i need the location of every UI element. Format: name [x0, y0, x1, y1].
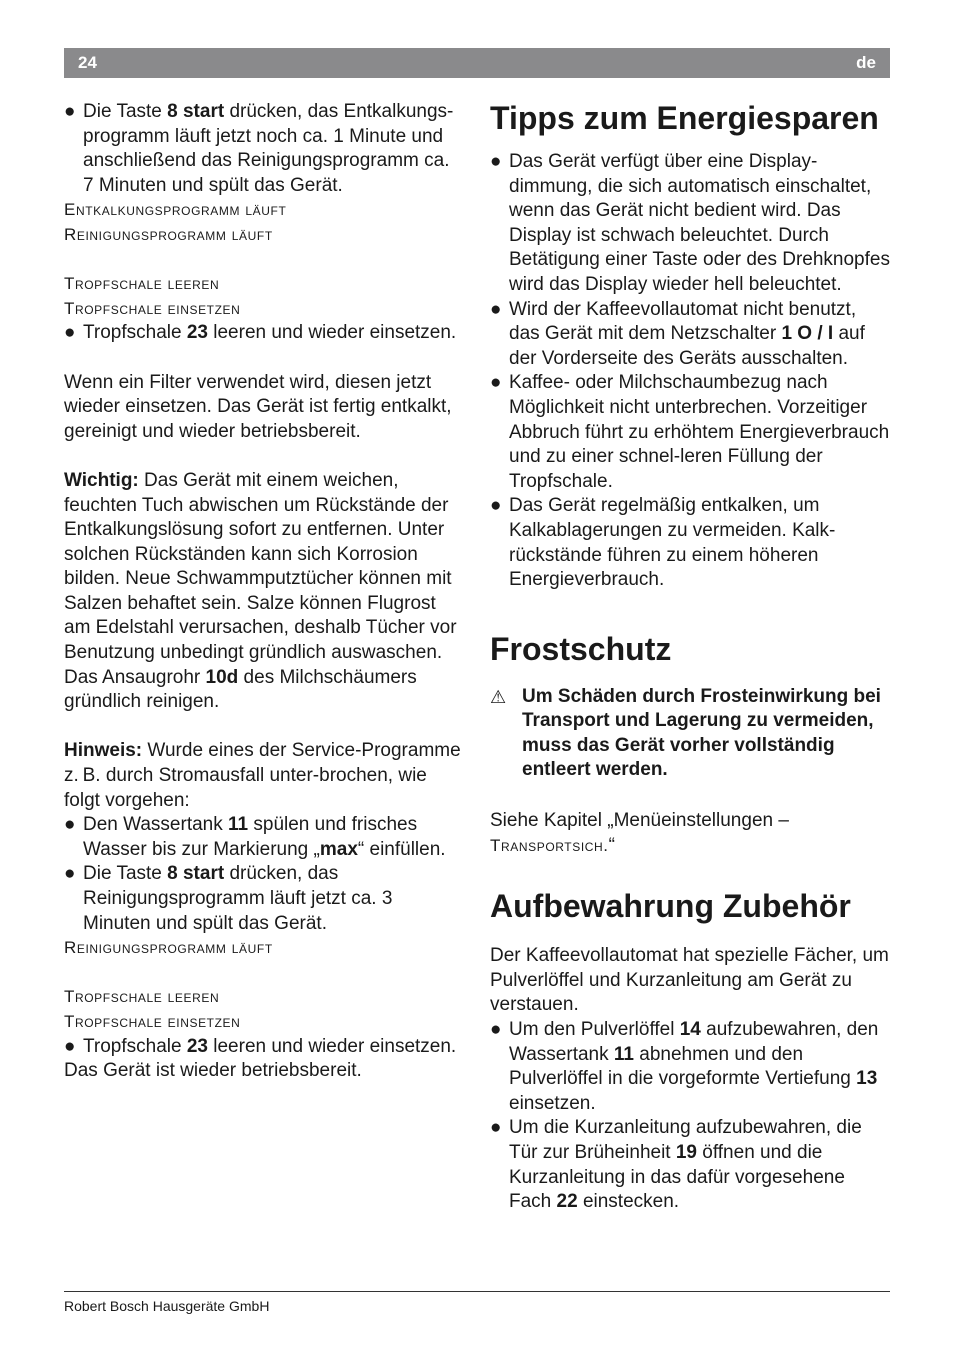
footer-divider: [64, 1291, 890, 1292]
display-message: Reinigungsprogramm läuft: [64, 938, 273, 958]
heading-storage: Aufbewahrung Zubehör: [490, 888, 851, 925]
language-code: de: [856, 53, 876, 72]
paragraph-storage: Der Kaffeevollautomat hat spezielle Fächer, um Pulverlöffel und Kurzanleitung am Gerät zu verstauen.: [490, 945, 889, 1016]
bullet-icon: ●: [64, 814, 76, 836]
display-message: Tropfschale leeren: [64, 987, 220, 1007]
bullet-icon: ●: [490, 1117, 502, 1139]
page-header-bar: [64, 48, 890, 78]
bullet-icon: ●: [490, 372, 502, 394]
display-message: Tropfschale einsetzen: [64, 1011, 241, 1031]
footer-company: Robert Bosch Hausgeräte GmbH: [64, 1298, 270, 1314]
list-item: ● Den Wassertank 11 spülen und frisches Wasser bis zur Markierung „max“ einfüllen.: [64, 814, 446, 860]
list-item: ● Wird der Kaffeevollautomat nicht benutzt, das Gerät mit dem Netzschalter 1 O / I auf der Vorderseite des Geräts ausschalten.: [490, 298, 865, 369]
display-message: Tropfschale leeren: [64, 274, 220, 294]
list-item: ● Kaffee- oder Milchschaumbezug nach Möglichkeit nicht unterbrechen. Vorzeitiger Abbruch führt zu erhöhtem Energieverbrauch und zu einer schnel-leren Füllung der Tropfschale.: [490, 372, 890, 492]
page-number: 24: [78, 53, 97, 72]
display-message: Reinigungsprogramm läuft: [64, 224, 273, 244]
paragraph-see-chapter: Siehe Kapitel „Menüeinstellungen – Transportsich.“: [490, 810, 789, 856]
right-column: [490, 100, 890, 1215]
bullet-icon: ●: [490, 151, 502, 172]
bullet-icon: ●: [64, 322, 76, 344]
list-item: ● Um den Pulverlöffel 14 aufzubewahren, den Wassertank 11 abnehmen und den Pulverlöffel in die vorgeformte Vertiefung 13 einsetzen.: [490, 1019, 879, 1114]
left-column: [64, 100, 464, 1084]
bullet-icon: ●: [64, 1035, 76, 1057]
list-item: ● Tropfschale 23 leeren und wieder einsetzen.: [64, 321, 464, 346]
bullet-icon: ●: [490, 1019, 502, 1041]
heading-frost: Frostschutz: [490, 630, 672, 667]
warning-icon: ⚠: [490, 686, 507, 707]
bullet-icon: ●: [490, 495, 502, 517]
paragraph-important: Wichtig: Das Gerät mit einem weichen, feuchten Tuch abwischen um Rückstände der Entkalkungslösung sofort zu entfernen. Unter solchen Rückständen kann sich Korrosion bilden. Neue Schwammputztücher können mit Salzen behaftet sein. Salze können Flugrost am Edelstahl verursachen, deshalb Tücher vor Benutzung unbedingt gründlich auswaschen. Das Ansaugrohr 10d des Milchschäumers gründlich reinigen.: [64, 469, 457, 713]
paragraph-filter: Wenn ein Filter verwendet wird, diesen jetzt wieder einsetzen. Das Gerät ist fertig entkalkt, gereinigt und wieder betriebsbereit.: [64, 371, 452, 442]
display-message: Tropfschale einsetzen: [64, 298, 241, 318]
list-item: ● Die Taste 8 start drücken, das Entkalkungs-programm läuft jetzt noch ca. 1 Minute und anschließend das Reinigungsprogramm ca. 7 Minuten und spült das Gerät.: [64, 101, 454, 196]
paragraph-note: Hinweis: Wurde eines der Service-Programme z. B. durch Stromausfall unter-brochen, wie folgt vorgehen:: [64, 740, 461, 811]
list-item: ● Das Gerät regelmäßig entkalken, um Kalkablagerungen zu vermeiden. Kalk-rückstände führen zu einem höheren Energieverbrauch.: [490, 495, 836, 591]
list-item: ● Das Gerät verfügt über eine Display-dimmung, die sich automatisch einschaltet, wenn das Gerät nicht bedient wird. Das Display ist schwach beleuchtet. Durch Betätigung einer Taste oder des Drehknopfes wird das Display wieder hell beleuchtet.: [490, 151, 890, 295]
bullet-icon: ●: [64, 863, 76, 885]
heading-energy: Tipps zum Energiesparen: [490, 100, 879, 136]
list-item: ● Die Taste 8 start drücken, das Reinigungsprogramm läuft jetzt ca. 3 Minuten und spült das Gerät.: [64, 863, 393, 934]
warning-block: ⚠ Um Schäden durch Frosteinwirkung bei Transport und Lagerung zu vermeiden, muss das Gerät vorher vollständig entleert werden.: [490, 685, 881, 781]
bullet-icon: ●: [490, 298, 502, 320]
display-message: Entkalkungsprogramm läuft: [64, 200, 287, 220]
paragraph-ready: Das Gerät ist wieder betriebsbereit.: [64, 1060, 362, 1082]
bullet-icon: ●: [64, 101, 76, 122]
list-item: ● Um die Kurzanleitung aufzubewahren, die Tür zur Brüheinheit 19 öffnen und die Kurzanleitung in das dafür vorgesehene Fach 22 einstecken.: [490, 1117, 862, 1213]
list-item: ● Tropfschale 23 leeren und wieder einsetzen.: [64, 1035, 464, 1060]
